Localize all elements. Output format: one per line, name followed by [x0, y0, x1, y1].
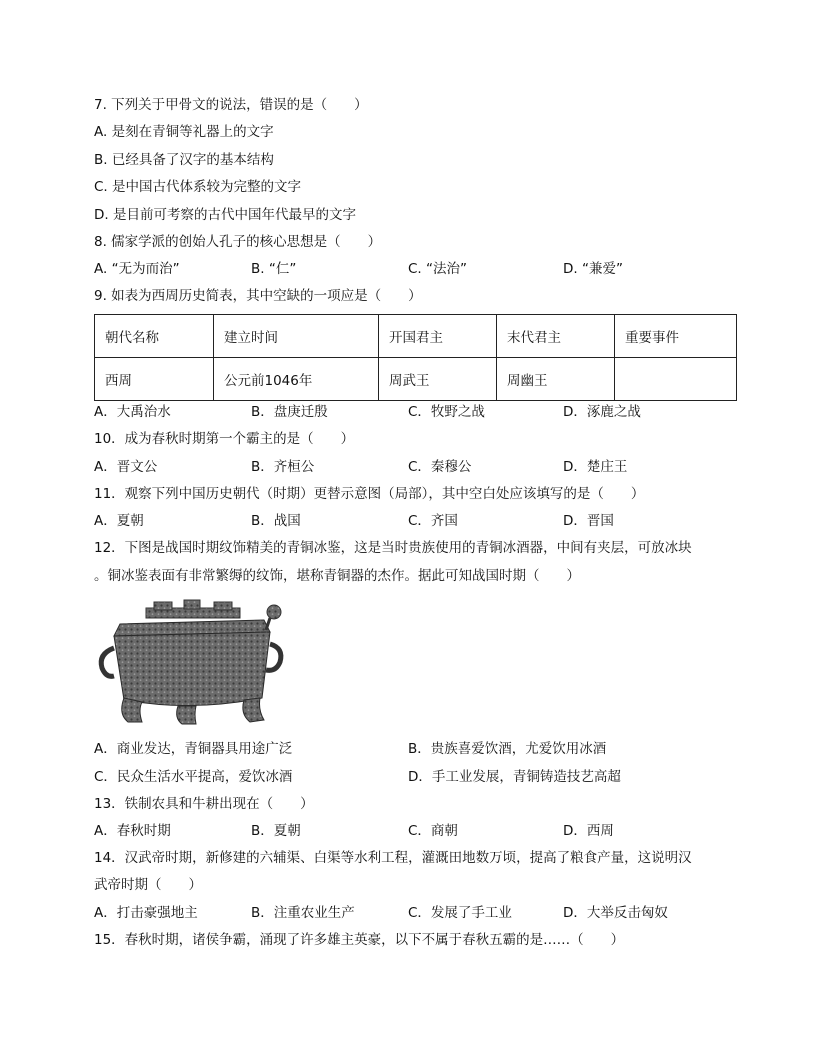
question-11-option-a: A．夏朝 [94, 513, 144, 529]
table-cell-blank [615, 358, 737, 401]
table-row [95, 358, 737, 401]
question-13-option-d: D．西周 [563, 823, 614, 839]
question-8-option-d: D. “兼爱” [563, 261, 623, 277]
question-11-stem: 11．观察下列中国历史朝代（时期）更替示意图（局部），其中空白处应该填写的是（ ） [94, 486, 645, 502]
question-9-option-c: C．牧野之战 [408, 404, 485, 420]
question-13-option-b: B．夏朝 [251, 823, 301, 839]
question-7-option-a: A. 是刻在青铜等礼器上的文字 [94, 124, 274, 140]
question-9-option-d: D．涿鹿之战 [563, 404, 641, 420]
question-7-option-c: C. 是中国古代体系较为完整的文字 [94, 179, 302, 195]
question-14-option-b: B．注重农业生产 [251, 905, 355, 921]
table-header-cell: 朝代名称 [95, 315, 214, 358]
question-8-option-a: A. “无为而治” [94, 261, 180, 277]
question-12-option-b: B．贵族喜爱饮酒，尤爱饮用冰酒 [408, 741, 607, 757]
question-14-option-d: D．大举反击匈奴 [563, 905, 668, 921]
table-header-row [95, 315, 737, 358]
question-12-option-a: A．商业发达，青铜器具用途广泛 [94, 741, 293, 757]
table-header-cell: 重要事件 [615, 315, 737, 358]
question-9-option-a: A．大禹治水 [94, 404, 171, 420]
question-14-stem-line-2: 武帝时期（ ） [94, 877, 202, 893]
question-7-stem: 7. 下列关于甲骨文的说法，错误的是（ ） [94, 97, 368, 113]
question-11-option-b: B．战国 [251, 513, 301, 529]
question-14-option-a: A．打击豪强地主 [94, 905, 198, 921]
question-9-stem: 9. 如表为西周历史简表，其中空缺的一项应是（ ） [94, 288, 422, 304]
question-14-option-c: C．发展了手工业 [408, 905, 512, 921]
question-7-option-d: D. 是目前可考察的古代中国年代最早的文字 [94, 207, 356, 223]
question-10-option-c: C．秦穆公 [408, 459, 472, 475]
table-cell: 周幽王 [497, 358, 615, 401]
question-8-stem: 8. 儒家学派的创始人孔子的核心思想是（ ） [94, 234, 382, 250]
bronze-ice-vessel-image [94, 598, 286, 730]
question-11-option-d: D．晋国 [563, 513, 614, 529]
table-header-cell: 建立时间 [214, 315, 379, 358]
question-12-option-d: D．手工业发展，青铜铸造技艺高超 [408, 769, 621, 785]
question-7-option-b: B. 已经具备了汉字的基本结构 [94, 152, 274, 168]
question-8-option-b: B. “仁” [251, 261, 297, 277]
question-9-option-b: B．盘庚迁殷 [251, 404, 328, 420]
question-8-option-c: C. “法治” [408, 261, 467, 277]
question-11-option-c: C．齐国 [408, 513, 458, 529]
table-cell: 周武王 [379, 358, 497, 401]
question-10-stem: 10．成为春秋时期第一个霸主的是（ ） [94, 431, 355, 447]
question-13-option-c: C．商朝 [408, 823, 458, 839]
question-15-stem: 15．春秋时期，诸侯争霸，涌现了许多雄主英豪，以下不属于春秋五霸的是……（ ） [94, 932, 625, 948]
question-12-stem-line-2: 。铜冰鉴表面有非常繁缛的纹饰，堪称青铜器的杰作。据此可知战国时期（ ） [94, 568, 580, 584]
table-cell: 公元前1046年 [214, 358, 379, 401]
table-cell: 西周 [95, 358, 214, 401]
question-10-option-a: A．晋文公 [94, 459, 158, 475]
question-10-option-b: B．齐桓公 [251, 459, 315, 475]
question-13-option-a: A．春秋时期 [94, 823, 171, 839]
table-header-cell: 末代君主 [497, 315, 615, 358]
question-12-option-c: C．民众生活水平提高，爱饮冰酒 [94, 769, 293, 785]
question-13-stem: 13．铁制农具和牛耕出现在（ ） [94, 796, 314, 812]
western-zhou-table [94, 314, 737, 401]
question-12-stem-line-1: 12．下图是战国时期纹饰精美的青铜冰鉴，这是当时贵族使用的青铜冰酒器，中间有夹层，可放冰块 [94, 540, 692, 556]
table-header-cell: 开国君主 [379, 315, 497, 358]
question-14-stem-line-1: 14．汉武帝时期，新修建的六辅渠、白渠等水利工程，灌溉田地数万顷，提高了粮食产量，这说明汉 [94, 850, 692, 866]
question-10-option-d: D．楚庄王 [563, 459, 628, 475]
